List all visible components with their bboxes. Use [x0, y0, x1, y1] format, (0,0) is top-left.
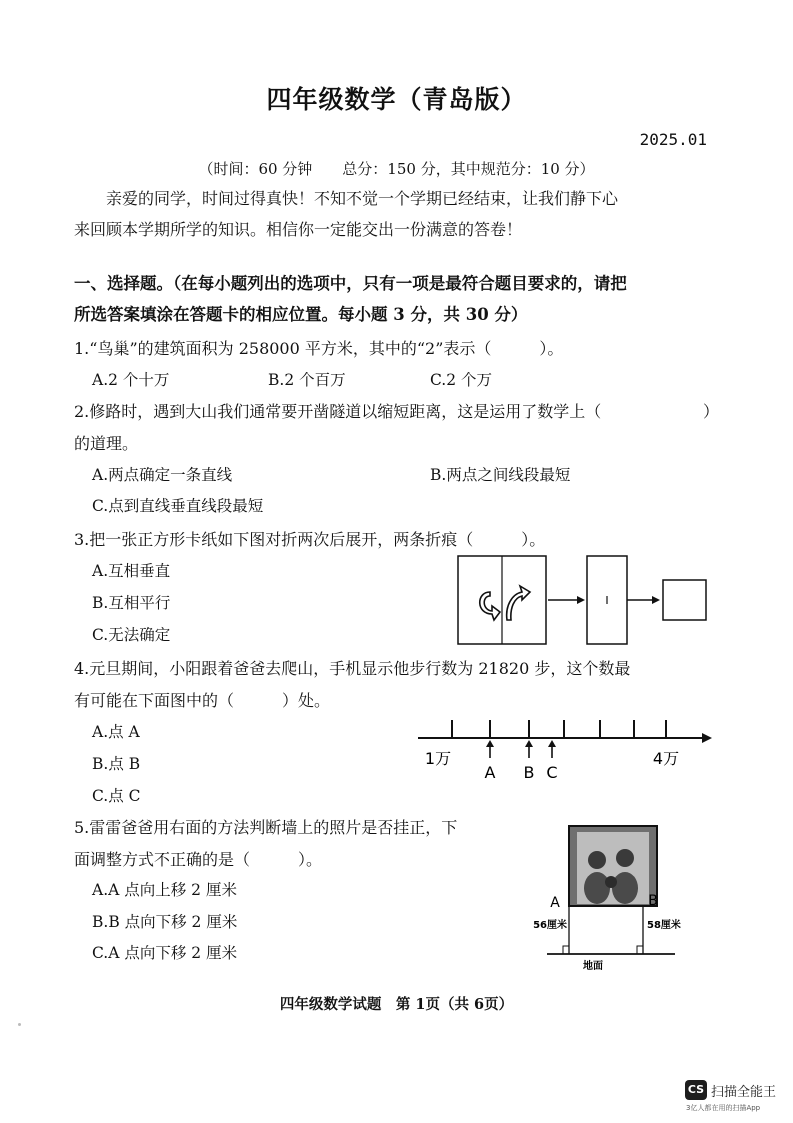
q3-option-b[interactable]: B.互相平行: [92, 594, 171, 612]
q2-option-a[interactable]: A.两点确定一条直线: [92, 466, 233, 484]
question-3: 3.把一张正方形卡纸如下图对折两次后展开，两条折痕（ ）。: [74, 530, 546, 549]
q4-option-c[interactable]: C.点 C: [92, 787, 141, 805]
page-footer: 四年级数学试题 第 1页（共 6页）: [279, 996, 514, 1013]
q2-option-c[interactable]: C.点到直线垂直线段最短: [92, 497, 264, 515]
question-5: 5.雷雷爸爸用右面的方法判断墙上的照片是否挂正，下: [74, 818, 458, 837]
q2-closing-paren: ）: [703, 402, 720, 421]
point-b-marker: [524, 740, 535, 782]
point-c-label: C: [546, 763, 558, 782]
q3-option-a[interactable]: A.互相垂直: [92, 562, 171, 580]
point-a-label: A: [484, 763, 496, 782]
exam-info: （时间：60 分钟 总分：150 分，其中规范分：10 分）: [198, 160, 595, 178]
question-1: 1.“鸟巢”的建筑面积为 258000 平方米，其中的“2”表示（ ）。: [74, 339, 564, 358]
q5-option-b[interactable]: B.B 点向下移 2 厘米: [92, 913, 238, 931]
person-head-left: [588, 851, 606, 869]
section-1-heading-cont: 所选答案填涂在答题卡的相应位置。每小题 3 分，共 30 分）: [74, 305, 528, 324]
folded-card-quarter: [663, 580, 706, 620]
folding-paper-figure: [450, 548, 720, 648]
scan-speck: [18, 1023, 21, 1026]
ground-label: 地面: [583, 961, 603, 972]
arrow-head-1-icon: [577, 596, 585, 604]
photo-label-a: A: [550, 895, 560, 911]
person-head-right: [616, 849, 634, 867]
number-line-figure: [412, 712, 717, 784]
question-2-cont: 的道理。: [74, 434, 139, 453]
intro-line-1: 亲爱的同学，时间过得真快！不知不觉一个学期已经结束，让我们静下心: [106, 189, 619, 208]
q5-option-c[interactable]: C.A 点向下移 2 厘米: [92, 944, 238, 962]
person-head-child: [605, 876, 617, 888]
label-1-wan: 1万: [424, 749, 452, 768]
point-a-marker: [485, 740, 496, 782]
fold-arrow-left-icon: [480, 592, 500, 620]
camscanner-name: 扫描全能王: [711, 1085, 777, 1100]
question-2: 2.修路时，遇到大山我们通常要开凿隧道以缩短距离，这是运用了数学上（: [74, 402, 602, 421]
point-c-marker: [546, 740, 557, 782]
camscanner-slogan: 3亿人都在用的扫描App: [686, 1104, 761, 1112]
section-1-heading: 一、选择题。（在每小题列出的选项中，只有一项是最符合题目要求的，请把: [74, 274, 627, 293]
person-body-left: [584, 872, 610, 904]
left-height-label: 56厘米: [533, 920, 567, 931]
q1-option-a[interactable]: A.2 个十万: [92, 371, 170, 389]
photo-label-b: B: [648, 893, 658, 909]
camscanner-logo-icon: CS: [685, 1080, 707, 1100]
q4-option-a[interactable]: A.点 A: [92, 723, 140, 741]
right-angle-right: [637, 946, 643, 954]
q1-option-b[interactable]: B.2 个百万: [268, 371, 346, 389]
q1-option-c[interactable]: C.2 个万: [430, 371, 493, 389]
person-body-right: [612, 872, 638, 904]
fold-arrow-right-icon: [507, 586, 530, 620]
right-angle-left: [563, 946, 569, 954]
exam-title: 四年级数学（青岛版）: [266, 85, 527, 114]
number-line-arrow-icon: [702, 733, 712, 743]
intro-line-2: 来回顾本学期所学的知识。相信你一定能交出一份满意的答卷！: [74, 220, 523, 239]
number-line-ticks: [452, 720, 666, 738]
q3-option-c[interactable]: C.无法确定: [92, 626, 171, 644]
label-4-wan: 4万: [652, 749, 680, 768]
arrow-head-2-icon: [652, 596, 660, 604]
question-4-cont: 有可能在下面图中的（ ）处。: [74, 691, 331, 710]
photo-figure: [525, 818, 695, 978]
q5-option-a[interactable]: A.A 点向上移 2 厘米: [92, 881, 237, 899]
exam-date: 2025.01: [639, 130, 707, 149]
question-5-cont: 面调整方式不正确的是（ ）。: [74, 850, 323, 869]
q2-option-b[interactable]: B.两点之间线段最短: [430, 466, 571, 484]
point-b-label: B: [523, 763, 535, 782]
q4-option-b[interactable]: B.点 B: [92, 755, 141, 773]
question-4: 4.元旦期间，小阳跟着爸爸去爬山，手机显示他步行数为 21820 步，这个数最: [74, 659, 631, 678]
right-height-label: 58厘米: [647, 920, 681, 931]
